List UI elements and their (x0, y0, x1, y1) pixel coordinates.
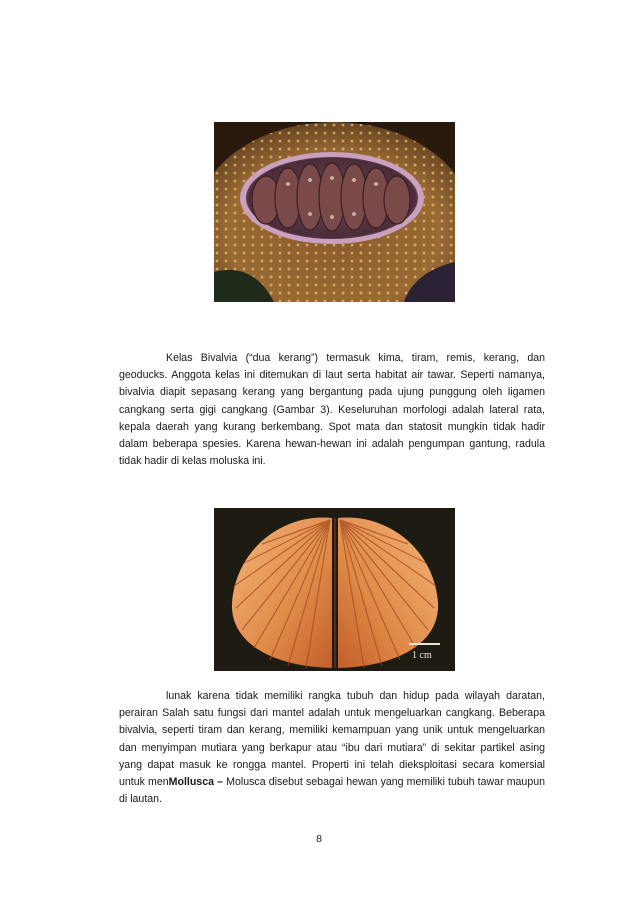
paragraph-2-text: lunak karena tidak memiliki rangka tubuh dan hidup pada wilayah daratan, perairan Salah satu fungsi dari mantel adalah untuk mengeluarkan cangkang. Beberapa bivalvia, seperti tiram dan kerang, memiliki kemampuan yang unik untuk mengeluarkan dan menyimpan mutiara yang berkapur atau “ibu dari mutiara” di sekitar partikel asing yang dapat masuk ke rongga mantel. Properti ini telah dieksploitasi secara komersial untuk men (119, 690, 545, 789)
scale-label: 1 cm (412, 650, 432, 661)
paragraph-2-bold-term: Mollusca – (168, 776, 224, 789)
page-number: 8 (316, 833, 322, 845)
paragraph-1-text: Kelas Bivalvia (“dua kerang”) termasuk kima, tiram, remis, kerang, dan geoducks. Anggota kelas ini ditemukan di laut serta habitat air tawar. Seperti namanya, bivalvia diapit sepasang kerang yang bergantung pada ujung punggung oleh ligamen cangkang serta gigi cangkang (Gambar 3). Keseluruhan morfologi adalah lateral rata, kepala daerah yang kurang berkembang. Spot mata dan statosit mungkin tidak hadir dalam beberapa spesies. Karena hewan-hewan ini adalah pengumpan gantung, radula tidak hadir di kelas moluska ini. (119, 352, 545, 468)
cockle-shell-illustration (214, 508, 455, 671)
paragraph-mollusca (119, 688, 545, 808)
chiton-illustration (214, 122, 455, 302)
chiton-photo (214, 122, 455, 302)
cockle-shell-photo (214, 508, 455, 671)
paragraph-bivalvia (119, 350, 545, 470)
paragraph-2-text-end: Molusca disebut sebagai hewan yang memiliki tubuh tawar maupun di lautan. (119, 776, 545, 806)
